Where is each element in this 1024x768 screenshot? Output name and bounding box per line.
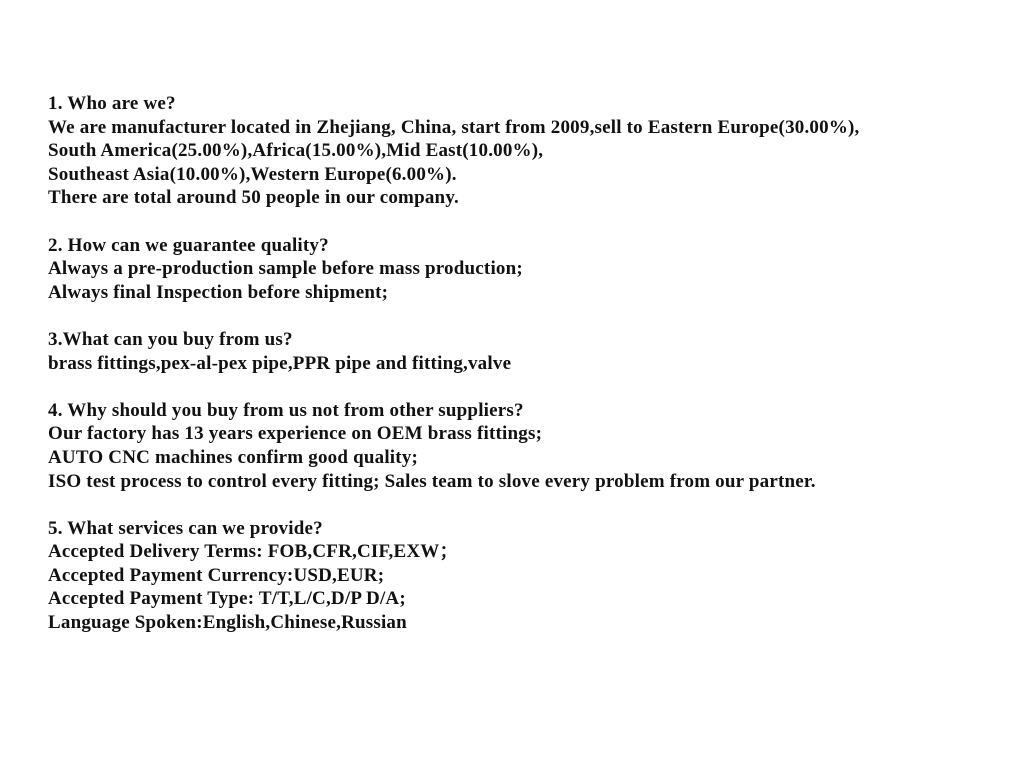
faq-question: 3.What can you buy from us?	[48, 328, 293, 350]
faq-line: Accepted Payment Type: T/T,L/C,D/P D/A;	[48, 588, 406, 610]
faq-line: Language Spoken:English,Chinese,Russian	[48, 612, 407, 634]
faq-question: 1. Who are we?	[48, 93, 176, 114]
faq-line: South America(25.00%),Africa(15.00%),Mid East(10.00%),	[48, 140, 544, 162]
faq-line: brass fittings,pex-al-pex pipe,PPR pipe and fitting,valve	[48, 352, 512, 374]
faq-section-who-are-we	[48, 92, 994, 210]
faq-line: Accepted Payment Currency:USD,EUR;	[48, 564, 385, 586]
faq-section-guarantee-quality	[48, 234, 994, 305]
faq-question: 5. What services can we provide?	[48, 517, 323, 539]
faq-line: ISO test process to control every fitting; Sales team to slove every problem from our partner.	[48, 470, 816, 492]
faq-line: We are manufacturer located in Zhejiang, China, start from 2009,sell to Eastern Europe(30.00%),	[48, 116, 860, 138]
faq-line: Always final Inspection before shipment;	[48, 281, 389, 303]
faq-line: Always a pre-production sample before mass production;	[48, 258, 523, 280]
faq-line: AUTO CNC machines confirm good quality;	[48, 446, 419, 468]
faq-line: Southeast Asia(10.00%),Western Europe(6.00%).	[48, 163, 457, 185]
faq-section-services	[48, 517, 994, 635]
faq-question: 2. How can we guarantee quality?	[48, 234, 329, 256]
faq-line: Our factory has 13 years experience on OEM brass fittings;	[48, 423, 543, 445]
faq-section-why-buy-from-us	[48, 399, 994, 493]
faq-line: There are total around 50 people in our company.	[48, 187, 459, 209]
faq-question: 4. Why should you buy from us not from other suppliers?	[48, 399, 524, 421]
faq-section-what-to-buy	[48, 328, 994, 375]
faq-line: Accepted Delivery Terms: FOB,CFR,CIF,EXW；	[48, 541, 459, 563]
